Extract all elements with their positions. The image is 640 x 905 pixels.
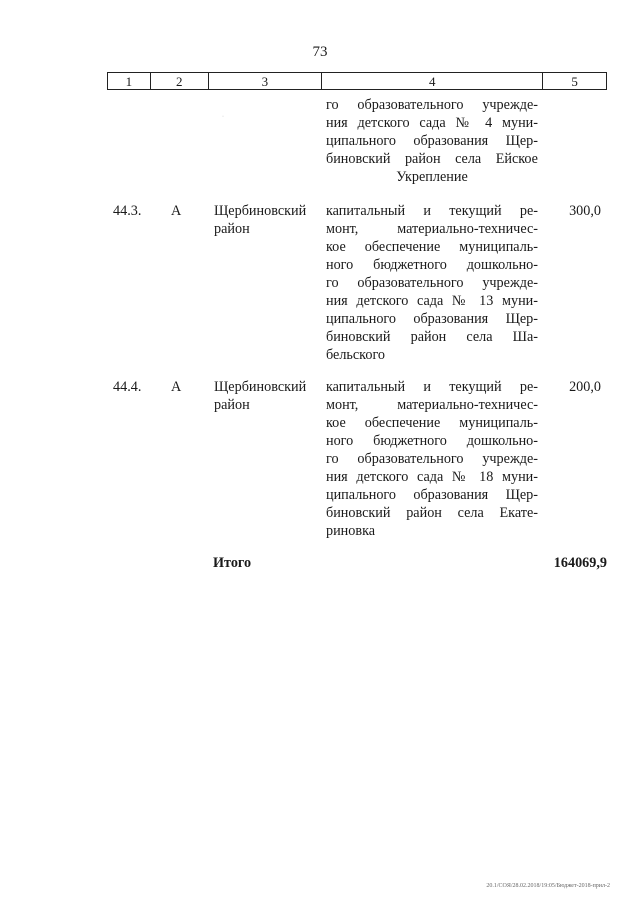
row-number: 44.3. xyxy=(113,203,142,219)
description-line: капитальный и текущий ре- xyxy=(326,379,538,395)
header-col-4: 4 xyxy=(322,73,543,89)
footer-doc-id: 20.1/COЯ/28.02.2018/19:05/Бюджет-2018-прил-2 xyxy=(486,883,610,889)
description-line: монт, материально-техничес- xyxy=(326,397,538,413)
description-line: Укрепление xyxy=(396,169,468,185)
row-amount: 300,0 xyxy=(569,203,601,219)
description-line: риновка xyxy=(326,523,376,539)
row-amount: 200,0 xyxy=(569,379,601,395)
description-line: го образовательного учрежде- xyxy=(326,275,538,291)
row-category: А xyxy=(171,203,182,219)
description-line: ного бюджетного дошкольно- xyxy=(326,433,538,449)
description-line: бельского xyxy=(326,347,386,363)
description-line: ципального образования Щер- xyxy=(326,133,538,149)
description-line: ния детского сада № 18 муни- xyxy=(326,469,538,485)
header-col-5: 5 xyxy=(571,74,578,89)
row-category: А xyxy=(171,379,182,395)
header-col-2: 2 xyxy=(151,73,209,89)
row-description xyxy=(326,378,538,540)
total-amount: 164069,9 xyxy=(553,555,607,571)
description-line: кое обеспечение муниципаль- xyxy=(326,239,538,255)
description-line: ния детского сада № 13 муни- xyxy=(326,293,538,309)
scan-speck: · xyxy=(222,114,224,120)
description-line: ния детского сада № 4 муни- xyxy=(326,115,538,131)
description-line: го образовательного учрежде- xyxy=(326,97,538,113)
row-number: 44.4. xyxy=(113,379,142,395)
description-line: ципального образования Щер- xyxy=(326,311,538,327)
total-label: Итого xyxy=(213,555,252,571)
header-col-3: 3 xyxy=(209,73,323,89)
description-line: капитальный и текущий ре- xyxy=(326,203,538,219)
table-header xyxy=(107,72,607,90)
row-district: Щербиновский район xyxy=(214,379,307,413)
description-line: го образовательного учрежде- xyxy=(326,451,538,467)
description-line: ципального образования Щер- xyxy=(326,487,538,503)
header-col-1: 1 xyxy=(108,73,151,89)
description-line: биновский район села Ша- xyxy=(326,329,538,345)
row-description xyxy=(326,96,538,186)
row-district: Щербиновский район xyxy=(214,203,307,237)
description-line: кое обеспечение муниципаль- xyxy=(326,415,538,431)
page-number: 73 xyxy=(312,44,328,60)
description-line: биновский район села Екате- xyxy=(326,505,538,521)
description-line: монт, материально-техничес- xyxy=(326,221,538,237)
description-line: ного бюджетного дошкольно- xyxy=(326,257,538,273)
row-description xyxy=(326,202,538,364)
description-line: биновский район села Ейское xyxy=(326,151,538,167)
